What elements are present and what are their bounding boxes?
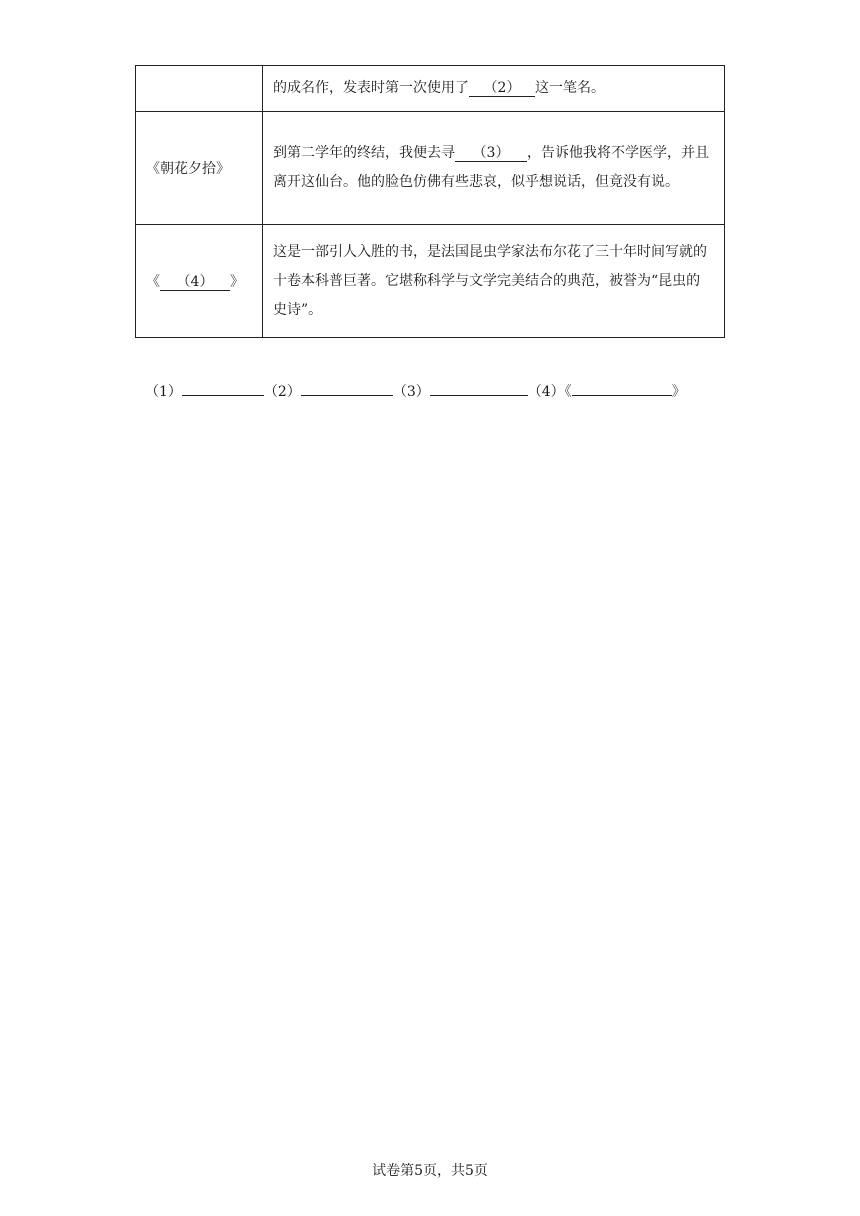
book-bracket-close: 》 — [230, 274, 244, 290]
answer-label-2: （2） — [263, 384, 301, 400]
table-row — [136, 225, 725, 338]
answer-blank-1[interactable] — [182, 381, 264, 396]
excerpt-cell — [263, 112, 725, 225]
work-title-cell: 《朝花夕拾》 — [136, 112, 263, 225]
fill-blank-3: （3） — [455, 145, 527, 162]
answer-line — [145, 381, 686, 402]
excerpt-cell: 这是一部引人入胜的书，是法国昆虫学家法布尔花了三十年时间写就的十卷本科普巨著。它堪称科学与文学完美结合的典范，被誉为“昆虫的史诗”。 — [263, 225, 725, 338]
answer-label-4: （4）《 — [527, 384, 572, 400]
table-row — [136, 66, 725, 112]
excerpt-text: ，告诉他我将不学医学，并且离开这仙台。他的脸色仿佛有些悲哀，似乎想说话，但竟没有说。 — [273, 145, 709, 190]
answer-label-4-close: 》 — [671, 384, 686, 400]
page-footer: 试卷第5页，共5页 — [372, 1163, 488, 1179]
fill-blank-2: （2） — [469, 80, 535, 97]
answer-label-1: （1） — [145, 384, 182, 400]
excerpt-text: 这一笔名。 — [535, 80, 605, 96]
excerpt-cell — [263, 66, 725, 112]
work-title-cell — [136, 66, 263, 112]
table-row — [136, 112, 725, 225]
excerpt-text: 到第二学年的终结，我便去寻 — [273, 145, 455, 161]
literature-question-table — [135, 65, 725, 338]
answer-label-3: （3） — [392, 384, 430, 400]
answer-blank-4[interactable] — [572, 381, 672, 396]
fill-blank-4: （4） — [160, 274, 230, 291]
excerpt-text: 的成名作，发表时第一次使用了 — [273, 80, 469, 96]
work-title-cell — [136, 225, 263, 338]
answer-blank-3[interactable] — [430, 381, 528, 396]
book-bracket-open: 《 — [146, 274, 160, 290]
answer-blank-2[interactable] — [301, 381, 393, 396]
